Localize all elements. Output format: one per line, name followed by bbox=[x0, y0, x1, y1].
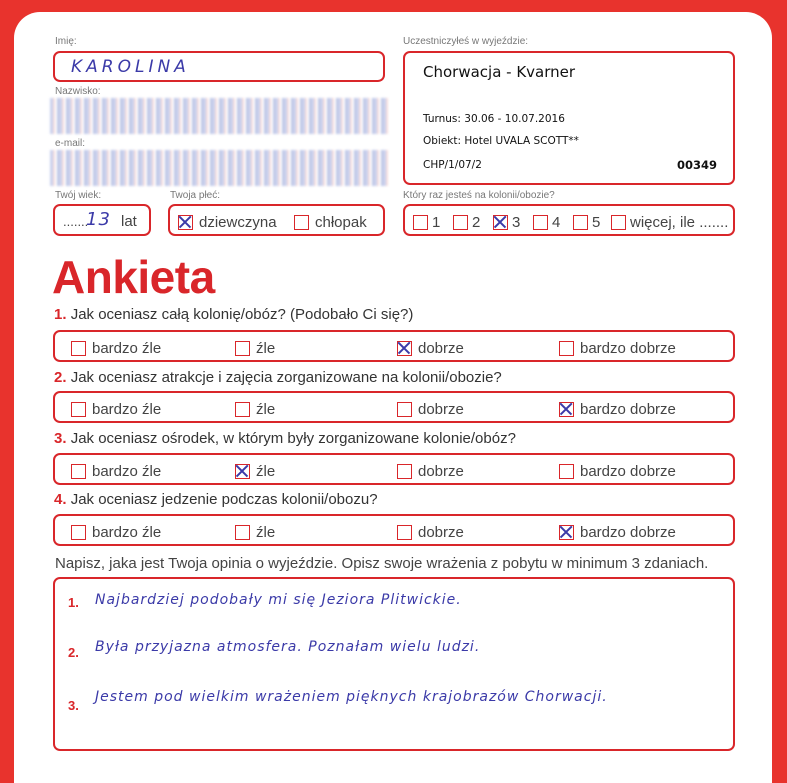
opinion-line-3-number: 3. bbox=[68, 698, 79, 713]
age-label: Twój wiek: bbox=[55, 190, 102, 201]
option-label: bardzo źle bbox=[92, 400, 162, 418]
question-3-option-3[interactable] bbox=[397, 462, 464, 480]
age-unit: lat bbox=[121, 213, 137, 230]
option-label: źle bbox=[256, 400, 276, 418]
question-2-option-1[interactable] bbox=[71, 400, 161, 418]
question-4-answers bbox=[53, 514, 735, 546]
times-option-more[interactable] bbox=[611, 213, 728, 231]
question-1-option-4[interactable] bbox=[559, 339, 676, 357]
question-1-option-1[interactable] bbox=[71, 339, 161, 357]
email-redacted bbox=[50, 150, 390, 186]
times-label-5: 5 bbox=[592, 213, 601, 231]
opinion-line-1-text: Najbardziej podobały mi się Jeziora Plitwickie. bbox=[95, 592, 462, 608]
checkbox[interactable] bbox=[397, 402, 412, 417]
question-1-option-3[interactable] bbox=[397, 339, 464, 357]
question-3 bbox=[54, 430, 516, 447]
checkbox[interactable] bbox=[397, 464, 412, 479]
name-value: KAROLINA bbox=[71, 57, 190, 77]
option-label: źle bbox=[256, 462, 276, 480]
checkbox[interactable] bbox=[235, 525, 250, 540]
question-2 bbox=[54, 369, 502, 386]
opinion-prompt: Napisz, jaka jest Twoja opinia o wyjeździe. Opisz swoje wrażenia z pobytu w minimum 3 zdaniach. bbox=[55, 555, 709, 572]
question-1 bbox=[54, 306, 413, 323]
times-label-1: 1 bbox=[432, 213, 441, 231]
option-label: dobrze bbox=[418, 523, 464, 541]
times-option-1[interactable] bbox=[413, 213, 440, 231]
question-2-option-3[interactable] bbox=[397, 400, 464, 418]
question-4-text: Jak oceniasz jedzenie podczas kolonii/obozu? bbox=[70, 491, 378, 508]
gender-option-boy[interactable] bbox=[294, 213, 367, 231]
name-field[interactable] bbox=[53, 51, 385, 82]
checkbox[interactable] bbox=[397, 341, 412, 356]
surname-redacted bbox=[50, 98, 390, 134]
trip-turnus: Turnus: 30.06 - 10.07.2016 bbox=[423, 113, 565, 125]
times-field bbox=[403, 204, 735, 236]
trip-object: Obiekt: Hotel UVALA SCOTT** bbox=[423, 135, 579, 147]
gender-girl-label: dziewczyna bbox=[199, 213, 277, 231]
surname-label: Nazwisko: bbox=[55, 86, 101, 97]
times-label: Który raz jesteś na kolonii/obozie? bbox=[403, 190, 555, 201]
checkbox[interactable] bbox=[71, 525, 86, 540]
question-3-option-1[interactable] bbox=[71, 462, 161, 480]
option-label: dobrze bbox=[418, 400, 464, 418]
times-label-more: więcej, ile ....... bbox=[630, 213, 729, 231]
trip-destination: Chorwacja - Kvarner bbox=[423, 63, 576, 81]
question-3-answers bbox=[53, 453, 735, 485]
option-label: bardzo dobrze bbox=[580, 400, 676, 418]
checkbox[interactable] bbox=[71, 464, 86, 479]
checkbox[interactable] bbox=[559, 525, 574, 540]
option-label: źle bbox=[256, 339, 276, 357]
option-label: bardzo dobrze bbox=[580, 523, 676, 541]
checkbox[interactable] bbox=[559, 341, 574, 356]
question-2-answers bbox=[53, 391, 735, 423]
opinion-line-2-number: 2. bbox=[68, 645, 79, 660]
opinion-field[interactable] bbox=[53, 577, 735, 751]
times-option-5[interactable] bbox=[573, 213, 600, 231]
question-4 bbox=[54, 491, 378, 508]
checkbox[interactable] bbox=[235, 464, 250, 479]
checkbox-times-more[interactable] bbox=[611, 215, 626, 230]
checkbox-times-5[interactable] bbox=[573, 215, 588, 230]
gender-field bbox=[168, 204, 385, 236]
question-3-option-2[interactable] bbox=[235, 462, 275, 480]
checkbox-times-3[interactable] bbox=[493, 215, 508, 230]
checkbox[interactable] bbox=[559, 402, 574, 417]
trip-box bbox=[403, 51, 735, 185]
gender-boy-label: chłopak bbox=[315, 213, 367, 231]
trip-label: Uczestniczyłeś w wyjeździe: bbox=[403, 36, 529, 47]
option-label: dobrze bbox=[418, 339, 464, 357]
opinion-line-2-text: Była przyjazna atmosfera. Poznałam wielu ludzi. bbox=[95, 639, 481, 655]
question-4-option-4[interactable] bbox=[559, 523, 676, 541]
question-4-option-2[interactable] bbox=[235, 523, 275, 541]
checkbox[interactable] bbox=[235, 402, 250, 417]
question-2-text: Jak oceniasz atrakcje i zajęcia zorganizowane na kolonii/obozie? bbox=[70, 369, 502, 386]
question-2-option-4[interactable] bbox=[559, 400, 676, 418]
question-3-number: 3. bbox=[54, 430, 67, 447]
checkbox-boy[interactable] bbox=[294, 215, 309, 230]
question-1-number: 1. bbox=[54, 306, 67, 323]
trip-code: CHP/1/07/2 bbox=[423, 159, 482, 171]
checkbox-times-4[interactable] bbox=[533, 215, 548, 230]
question-3-text: Jak oceniasz ośrodek, w którym były zorganizowane kolonie/obóz? bbox=[70, 430, 516, 447]
age-field[interactable] bbox=[53, 204, 151, 236]
opinion-line-1-number: 1. bbox=[68, 595, 79, 610]
option-label: dobrze bbox=[418, 462, 464, 480]
question-2-option-2[interactable] bbox=[235, 400, 275, 418]
email-label: e-mail: bbox=[55, 138, 86, 149]
option-label: bardzo dobrze bbox=[580, 462, 676, 480]
question-4-option-3[interactable] bbox=[397, 523, 464, 541]
question-1-text: Jak oceniasz całą kolonię/obóz? (Podobało Ci się?) bbox=[70, 306, 414, 323]
gender-option-girl[interactable] bbox=[178, 213, 277, 231]
option-label: źle bbox=[256, 523, 276, 541]
question-2-number: 2. bbox=[54, 369, 67, 386]
times-label-3: 3 bbox=[512, 213, 521, 231]
checkbox-times-2[interactable] bbox=[453, 215, 468, 230]
times-option-3[interactable] bbox=[493, 213, 520, 231]
option-label: bardzo dobrze bbox=[580, 339, 676, 357]
checkbox[interactable] bbox=[559, 464, 574, 479]
gender-label: Twoja płeć: bbox=[170, 190, 221, 201]
checkbox[interactable] bbox=[71, 402, 86, 417]
question-4-number: 4. bbox=[54, 491, 67, 508]
option-label: bardzo źle bbox=[92, 523, 162, 541]
checkbox[interactable] bbox=[71, 341, 86, 356]
age-value: 13 bbox=[86, 209, 111, 230]
opinion-line-3-text: Jestem pod wielkim wrażeniem pięknych krajobrazów Chorwacji. bbox=[95, 689, 608, 705]
question-1-answers bbox=[53, 330, 735, 362]
times-label-2: 2 bbox=[472, 213, 481, 231]
times-option-4[interactable] bbox=[533, 213, 560, 231]
option-label: bardzo źle bbox=[92, 462, 162, 480]
times-option-2[interactable] bbox=[453, 213, 480, 231]
name-label: Imię: bbox=[55, 36, 77, 47]
checkbox[interactable] bbox=[235, 341, 250, 356]
checkbox[interactable] bbox=[397, 525, 412, 540]
age-dots: ....... bbox=[63, 214, 89, 229]
times-label-4: 4 bbox=[552, 213, 561, 231]
question-3-option-4[interactable] bbox=[559, 462, 676, 480]
question-4-option-1[interactable] bbox=[71, 523, 161, 541]
option-label: bardzo źle bbox=[92, 339, 162, 357]
survey-title: Ankieta bbox=[52, 251, 215, 303]
checkbox-girl[interactable] bbox=[178, 215, 193, 230]
question-1-option-2[interactable] bbox=[235, 339, 275, 357]
checkbox-times-1[interactable] bbox=[413, 215, 428, 230]
trip-number: 00349 bbox=[677, 158, 718, 172]
